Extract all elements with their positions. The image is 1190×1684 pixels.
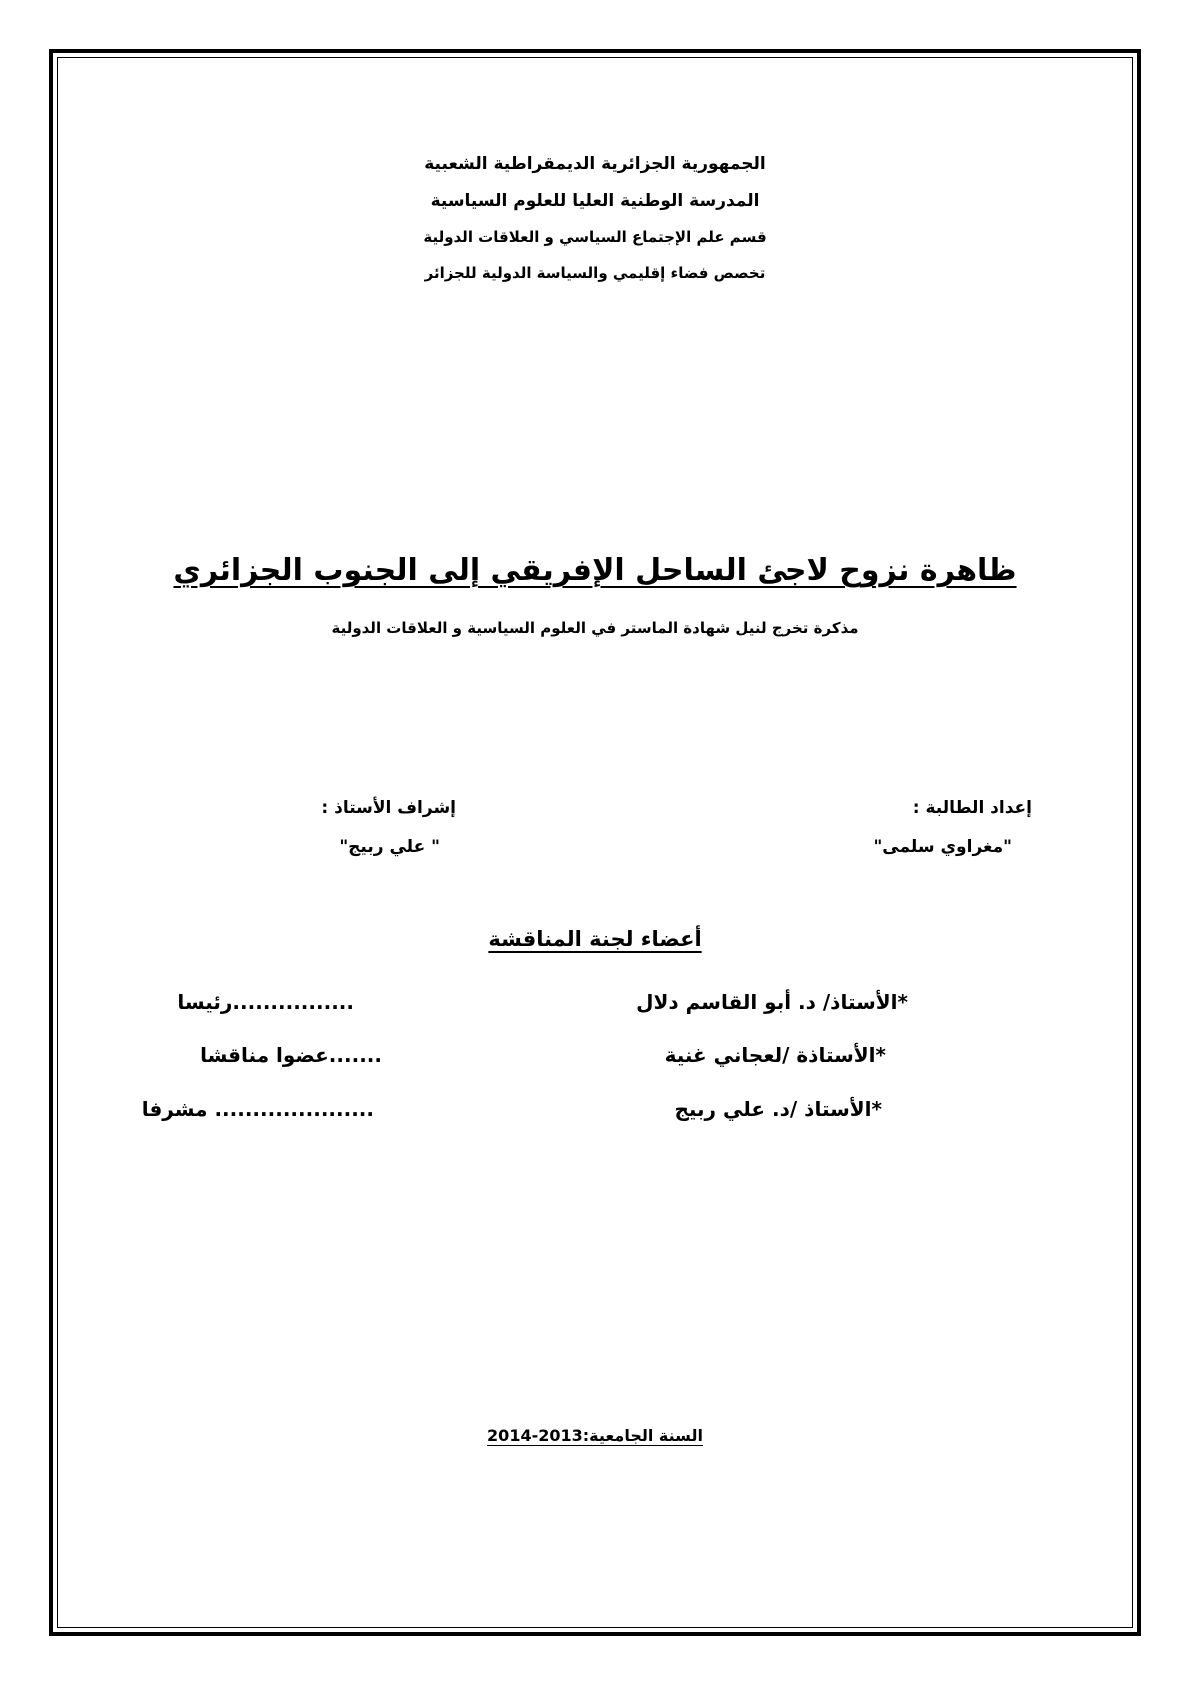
student-name: "مغراوي سلمى" xyxy=(873,837,1012,857)
republic-name: الجمهورية الجزائرية الديمقراطية الشعبية xyxy=(424,154,766,174)
prepared-by-label: إعداد الطالبة : xyxy=(912,798,1032,818)
committee-member-name: *الأستاذ /د. علي ربيج xyxy=(674,1097,882,1121)
committee-member-role: .......عضوا مناقشا xyxy=(200,1043,382,1067)
supervisor-label: إشراف الأستاذ : xyxy=(321,798,456,818)
thesis-subtitle: مذكرة تخرج لنيل شهادة الماستر في العلوم السياسية و العلاقات الدولية xyxy=(331,619,859,637)
academic-year-value: 2014-2013 xyxy=(487,1426,583,1445)
supervisor-name: " علي ربيج" xyxy=(339,837,440,857)
committee-member-name: *الأستاذة /لعجاني غنية xyxy=(664,1043,886,1067)
academic-year-label: السنة الجامعية: xyxy=(582,1426,703,1445)
committee-member-name: *الأستاذ/ د. أبو القاسم دلال xyxy=(636,990,908,1014)
thesis-title: ظاهرة نزوح لاجئ الساحل الإفريقي إلى الجنوب الجزائري xyxy=(173,553,1017,588)
academic-year xyxy=(0,1426,1190,1445)
specialty-name: تخصص فضاء إقليمي والسياسة الدولية للجزائر xyxy=(424,264,766,282)
school-name: المدرسة الوطنية العليا للعلوم السياسية xyxy=(430,191,760,211)
committee-title: أعضاء لجنة المناقشة xyxy=(488,927,702,951)
committee-member-role: ..................... مشرفا xyxy=(141,1097,374,1121)
committee-member-role: ................رئيسا xyxy=(177,990,354,1014)
department-name: قسم علم الإجتماع السياسي و العلاقات الدولية xyxy=(423,228,767,246)
